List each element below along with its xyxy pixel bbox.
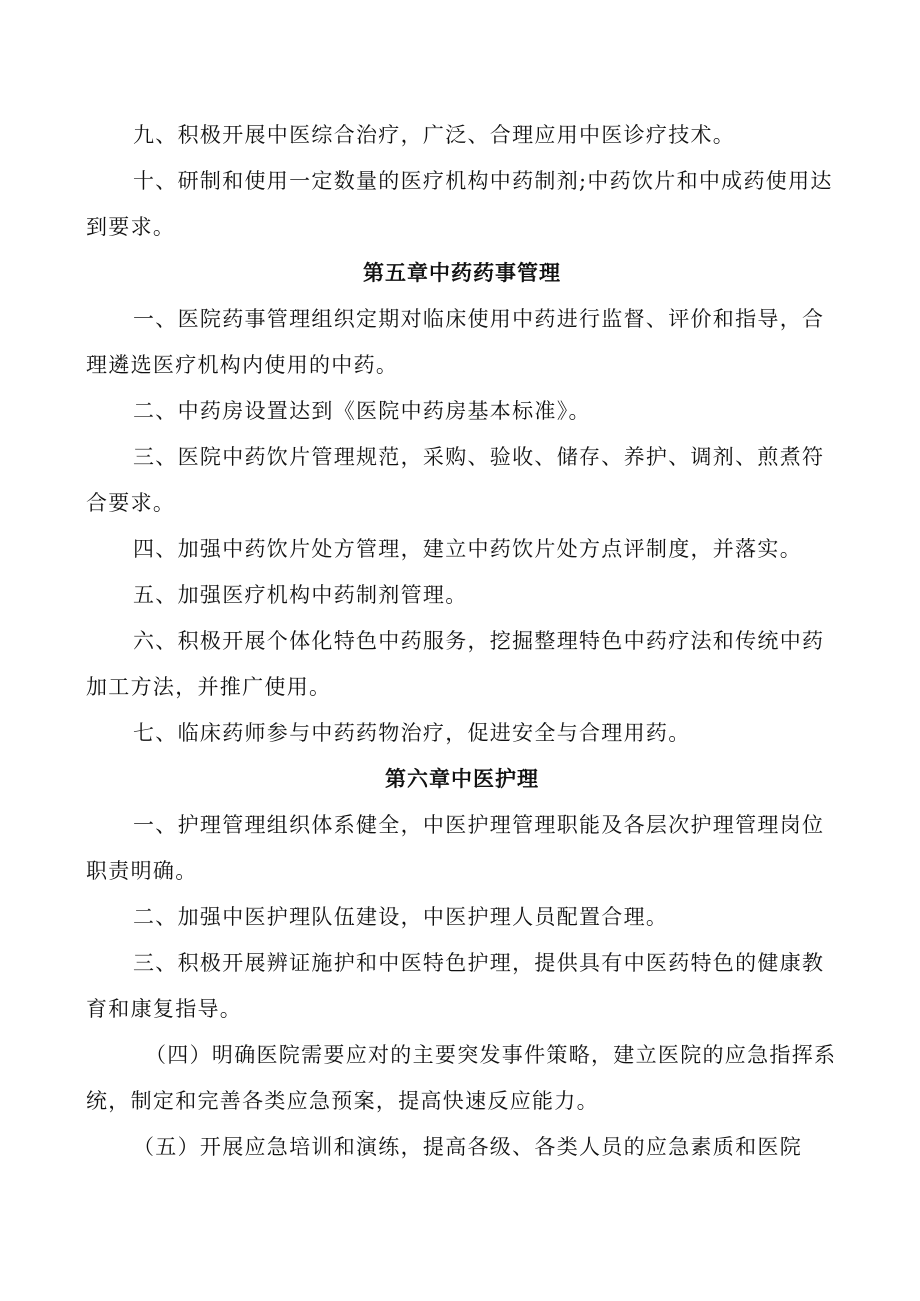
paragraph-ch5-item-6: 六、积极开展个体化特色中药服务，挖掘整理特色中药疗法和传统中药加工方法，并推广使用。	[86, 629, 825, 699]
paragraph-emergency-5: （五）开展应急培训和演练，提高各级、各类人员的应急素质和医院	[133, 1135, 802, 1159]
paragraph-item-10: 十、研制和使用一定数量的医疗机构中药制剂;中药饮片和中成药使用达到要求。	[86, 169, 833, 239]
paragraph-ch5-item-3: 三、医院中药饮片管理规范，采购、验收、储存、养护、调剂、煎煮符合要求。	[86, 445, 825, 515]
paragraph-item-9: 九、积极开展中医综合治疗，广泛、合理应用中医诊疗技术。	[133, 123, 736, 147]
chapter-heading-5: 第五章中药药事管理	[363, 260, 561, 285]
paragraph-ch5-item-7: 七、临床药师参与中药药物治疗，促进安全与合理用药。	[133, 721, 691, 745]
paragraph-ch5-item-4: 四、加强中药饮片处方管理，建立中药饮片处方点评制度，并落实。	[133, 537, 802, 561]
document-body	[86, 112, 838, 1170]
paragraph-ch6-item-1: 一、护理管理组织体系健全，中医护理管理职能及各层次护理管理岗位职责明确。	[86, 813, 825, 883]
paragraph-ch6-item-2: 二、加强中医护理队伍建设，中医护理人员配置合理。	[133, 905, 669, 929]
paragraph-ch5-item-5: 五、加强医疗机构中药制剂管理。	[133, 583, 468, 607]
paragraph-ch5-item-2: 二、中药房设置达到《医院中药房基本标准》。	[133, 399, 591, 423]
paragraph-ch5-item-1: 一、医院药事管理组织定期对临床使用中药进行监督、评价和指导，合理遴选医疗机构内使用的中药。	[86, 307, 825, 377]
chapter-heading-6: 第六章中医护理	[385, 766, 539, 791]
paragraph-ch6-item-3: 三、积极开展辨证施护和中医特色护理，提供具有中医药特色的健康教育和康复指导。	[86, 951, 825, 1021]
paragraph-emergency-4: （四）明确医院需要应对的主要突发事件策略，建立医院的应急指挥系统，制定和完善各类应急预案，提高快速反应能力。	[86, 1043, 837, 1113]
